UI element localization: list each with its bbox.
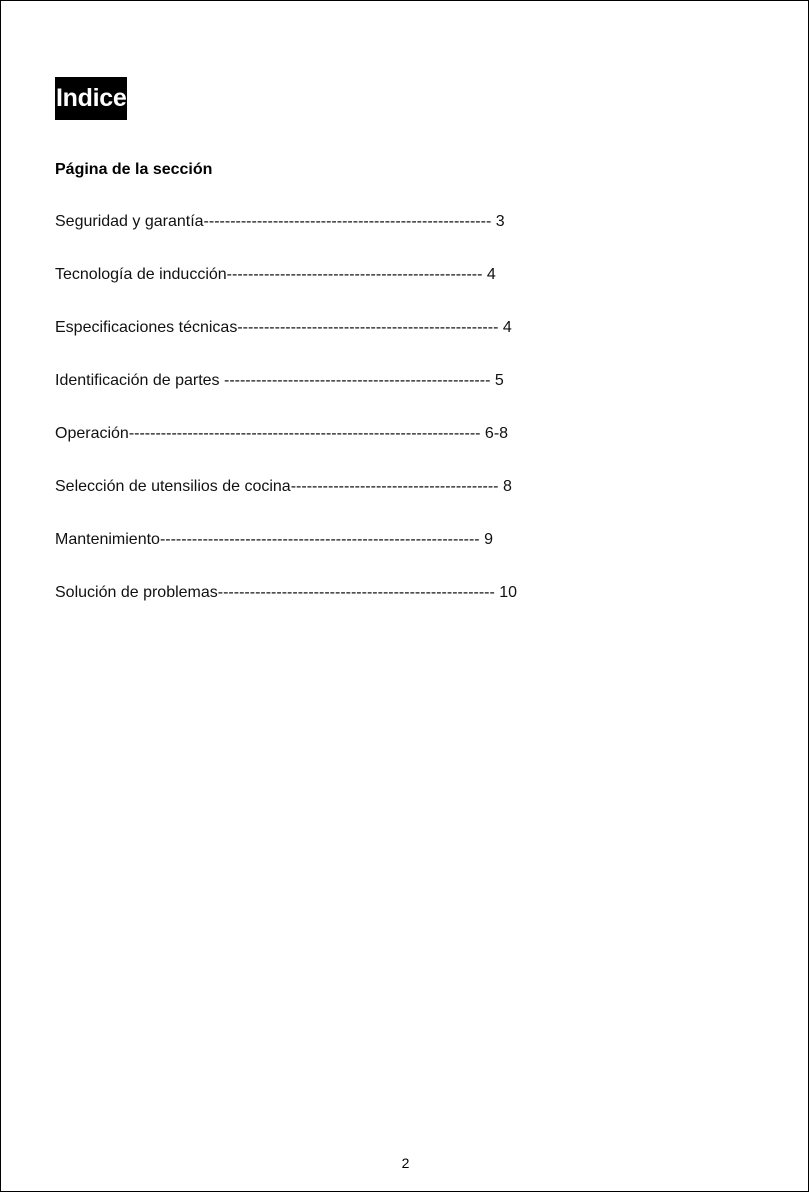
toc-entry-maintenance: Mantenimiento------------------------------------------------------------ 9 [55, 531, 493, 548]
page-title: Indice [55, 77, 127, 120]
page-number: 2 [401, 1155, 410, 1171]
toc-entry-induction-technology: Tecnología de inducción------------------------------------------------ 4 [55, 266, 496, 283]
table-of-contents [55, 211, 517, 635]
toc-entry-safety-warranty: Seguridad y garantía------------------------------------------------------ 3 [55, 213, 505, 230]
toc-entry-troubleshooting: Solución de problemas---------------------------------------------------- 10 [55, 584, 518, 601]
toc-entry-operation: Operación------------------------------------------------------------------ 6-8 [55, 425, 509, 442]
toc-entry-cookware-selection: Selección de utensilios de cocina--------------------------------------- 8 [55, 478, 512, 495]
toc-entry-technical-specifications: Especificaciones técnicas------------------------------------------------- 4 [55, 319, 512, 336]
section-page-heading: Página de la sección [55, 161, 213, 178]
toc-entry-parts-identification: Identificación de partes -------------------------------------------------- 5 [55, 372, 504, 389]
